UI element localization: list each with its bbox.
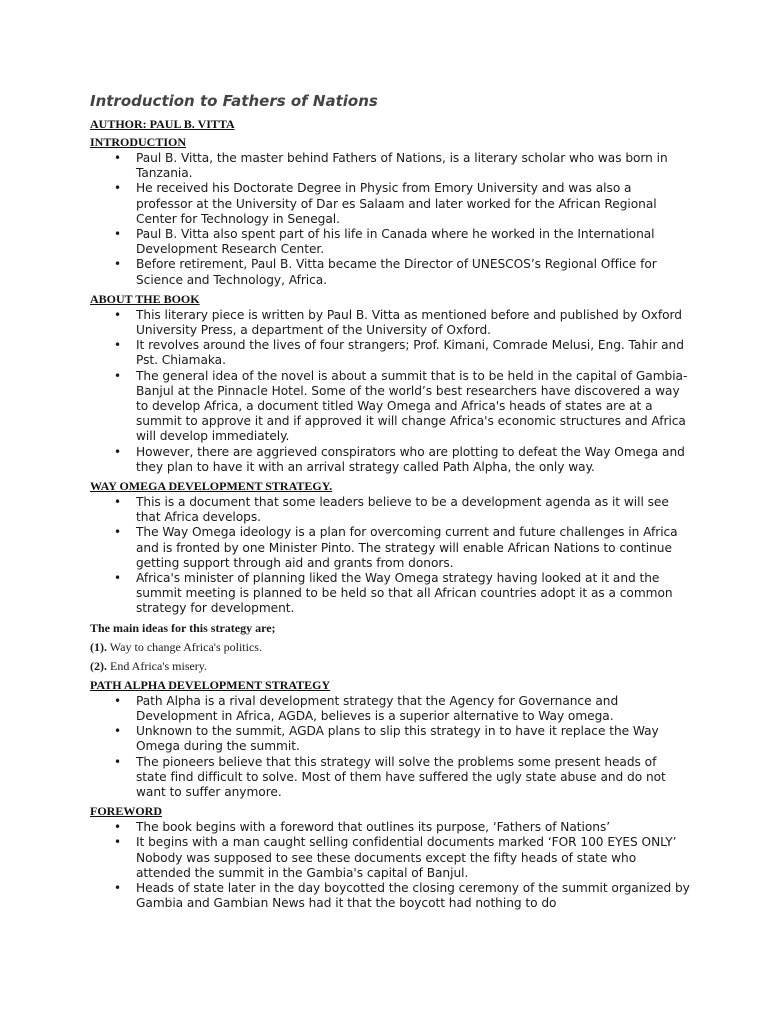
foreword-list <box>90 820 690 911</box>
about-the-book-list <box>90 308 690 475</box>
document-body <box>90 91 690 913</box>
list-item: • The book begins with a foreword that outlines its purpose, ‘Fathers of Nations’ <box>114 820 611 835</box>
bullet-icon: • <box>114 880 122 895</box>
bullet-icon: • <box>114 444 122 459</box>
bullet-icon: • <box>114 307 122 322</box>
list-item: • However, there are aggrieved conspirators who are plotting to defeat the Way Omega and they plan to have it with an arrival strategy called Path Alpha, the only way. <box>114 444 685 474</box>
list-item: • Paul B. Vitta, the master behind Fathers of Nations, is a literary scholar who was born in Tanzania. <box>114 151 668 181</box>
list-item: • Unknown to the summit, AGDA plans to slip this strategy in to have it replace the Way Omega during the summit. <box>114 724 659 754</box>
bullet-icon: • <box>114 495 122 510</box>
bullet-icon: • <box>114 368 122 383</box>
bullet-icon: • <box>114 338 122 353</box>
list-item: • This literary piece is written by Paul B. Vitta as mentioned before and published by Oxford University Press, a department of the University of Oxford. <box>114 307 682 338</box>
list-item: • The Way Omega ideology is a plan for overcoming current and future challenges in Africa and is fronted by one Minister Pinto. The strategy will enable African Nations to continue getting support through aid and grants from donors. <box>114 525 678 570</box>
bullet-icon: • <box>114 835 122 850</box>
bullet-icon: • <box>114 724 122 739</box>
author-line: AUTHOR: PAUL B. VITTA <box>90 117 235 131</box>
bullet-icon: • <box>114 227 122 242</box>
bullet-icon: • <box>114 571 122 586</box>
bullet-icon: • <box>114 693 122 708</box>
list-item: • He received his Doctorate Degree in Physic from Emory University and was also a professor at the University of Dar es Salaam and later worked for the African Regional Center for Technology in Senegal. <box>114 181 657 226</box>
section-heading-introduction: INTRODUCTION <box>90 135 187 149</box>
bullet-icon: • <box>114 525 122 540</box>
section-heading-way-omega: WAY OMEGA DEVELOPMENT STRATEGY. <box>90 479 333 494</box>
list-item: • Paul B. Vitta also spent part of his life in Canada where he worked in the International Development Research Center. <box>114 227 655 257</box>
list-item: • Heads of state later in the day boycotted the closing ceremony of the summit organized by Gambia and Gambian News had it that the boycott had nothing to do <box>114 880 690 911</box>
section-heading-foreword: FOREWORD <box>90 804 162 819</box>
section-heading-about-the-book: ABOUT THE BOOK <box>90 291 200 306</box>
bullet-icon: • <box>114 181 122 196</box>
bullet-icon: • <box>114 257 122 272</box>
list-item: • Path Alpha is a rival development strategy that the Agency for Governance and Development in Africa, AGDA, believes is a superior alternative to Way omega. <box>114 693 619 723</box>
list-item: • The pioneers believe that this strategy will solve the problems some present heads of state find difficult to solve. Most of them have suffered the ugly state abuse and do not want to suffer anymore. <box>114 754 666 799</box>
bullet-icon: • <box>114 754 122 769</box>
way-omega-list <box>90 495 690 617</box>
list-item: • It revolves around the lives of four strangers; Prof. Kimani, Comrade Melusi, Eng. Tahir and Pst. Chiamaka. <box>114 338 684 368</box>
path-alpha-list <box>90 694 690 800</box>
main-ideas-label: The main ideas for this strategy are; <box>90 620 276 635</box>
bullet-icon: • <box>114 820 122 835</box>
list-item: • Before retirement, Paul B. Vitta became the Director of UNESCOS’s Regional Office for Science and Technology, Africa. <box>114 257 657 287</box>
section-heading-path-alpha: PATH ALPHA DEVELOPMENT STRATEGY <box>90 677 331 692</box>
list-item: • Africa's minister of planning liked the Way Omega strategy having looked at it and the summit meeting is planned to be held so that all African countries adopt it as a common strategy for development. <box>114 571 673 616</box>
document-title: Introduction to Fathers of Nations <box>90 92 378 110</box>
list-item: • The general idea of the novel is about a summit that is to be held in the capital of Gambia-Banjul at the Pinnacle Hotel. Some of the world’s best researchers have discovered a way to develop Africa, a document titled Way Omega and Africa's heads of states are at a summit to approve it and if approved it will change Africa's economic structures and Africa will develop immediately. <box>114 368 688 444</box>
main-idea-1: (1). Way to change Africa's politics. <box>90 639 262 654</box>
list-item: • It begins with a man caught selling confidential documents marked ‘FOR 100 EYES ONLY’ Nobody was supposed to see these documents except the fifty heads of state who attended the summit in the Gambia's capital of Banjul. <box>114 835 677 880</box>
introduction-list <box>90 151 690 288</box>
bullet-icon: • <box>114 151 122 165</box>
list-item: • This is a document that some leaders believe to be a development agenda as it will see that Africa develops. <box>114 495 669 525</box>
main-idea-2: (2). End Africa's misery. <box>90 658 208 673</box>
